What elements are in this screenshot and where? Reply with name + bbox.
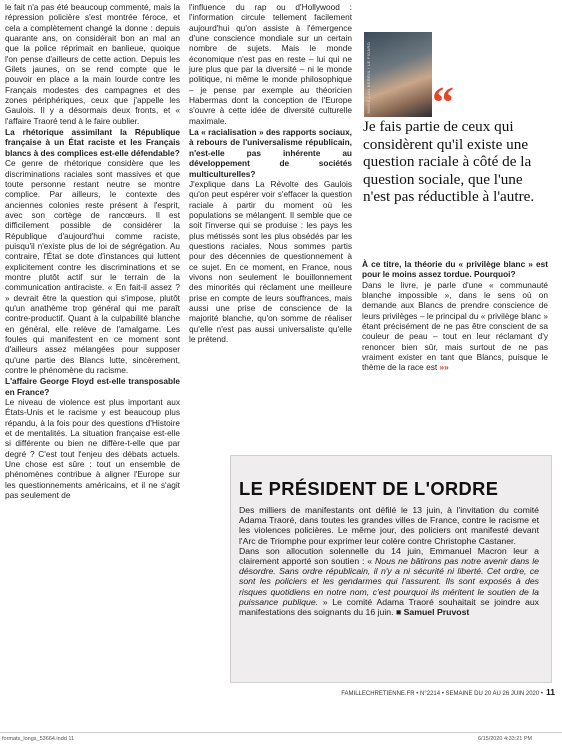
signature-marker-icon: ■ (395, 607, 402, 618)
body-paragraph: J'explique dans La Révolte des Gaulois qu'on peut espérer voir s'effacer la question raciale à partir du moment où les populations se mélangent. Il semble que ce soit l'inverse qui se produise : les pays les plus métissés sont les plus obsédés par les questions raciales. Nous sommes partis pour des décennies de questionnement à ce sujet. En ce moment, en France, nous vivons non seulement le bouillonnement des minorités qui réclament une meilleure prise en compte de leurs souffrances, mais aussi une prise de conscience de la majorité blanche, qu'on somme de réaliser qu'elle n'est pas aussi universaliste qu'elle le prétend. (189, 178, 352, 344)
signature: Samuel Pruvost (403, 607, 470, 618)
middle-column (189, 2, 352, 344)
sidebar-text-span: Dans son allocution solennelle du 14 juin, Emmanuel Macron leur a clairement apporté son soutien : « (239, 545, 539, 567)
interview-question: À ce titre, la théorie du « privilège blanc » est pour le moins assez tordue. Pourquoi? (362, 259, 548, 280)
quote-mark-icon: “ (432, 78, 454, 127)
body-paragraph: l'influence du rap ou d'Hollywood : l'information circule tellement facilement aujourd'hui qu'on assiste à l'émergence d'une conscience mondiale sur un certain nombre de sujets. Mais le monde économique n'est pas en reste – lui qui ne jure plus que par la diversité – ni le monde politique, ni même le monde philosophique – je pense par exemple au théoricien Habermas dont la conception de l'Europe s'ouvre à cette idée de diversité culturelle maximale. (189, 2, 352, 126)
sidebar-text (239, 505, 539, 617)
footer-text: FAMILLECHRETIENNE.FR • N°2214 • SEMAINE DU 20 AU 26 JUIN 2020 • (341, 691, 543, 697)
sidebar-paragraph (239, 546, 539, 617)
left-column (5, 2, 180, 501)
photo-credit: MARIE-LOU BERRIN / LE FIGARO (366, 42, 371, 114)
sidebar-title: LE PRÉSIDENT DE L'ORDRE (239, 478, 499, 499)
interview-question: L'affaire George Floyd est-elle transposable en France? (5, 376, 180, 397)
page-number: 11 (546, 687, 555, 697)
page-footer (330, 687, 555, 697)
divider (0, 732, 562, 733)
continue-marker: »» (439, 362, 449, 373)
body-paragraph: Ce genre de rhétorique considère que les discriminations raciales sont massives et que toute personne restant neutre se montre complice. Par ailleurs, le contexte des anciennes colonies reste présent à l'esprit, avec son cortège de rancœurs. Il est difficilement possible de considérer la République d'aujourd'hui comme raciste, puisqu'il n'existe plus de loi de ségrégation. Au contraire, l'État se dote d'instances qui luttent explicitement contre les discriminations et se montre plutôt actif sur le terrain de la communication antiraciste. « En fait-il assez ? » devrait être la question qui s'impose, plutôt qu'un anathème trop général qui me paraît contre-productif. Quant à la culpabilité blanche en général, elle relève de l'amalgame. Les foules qui manifestent en ce moment sont d'ailleurs assez mélangées pour supposer qu'une partie des Blancs lutte, sincèrement, contre le phénomène du racisme. (5, 158, 180, 376)
interview-question: La rhétorique assimilant la République française à un État raciste et les Français blancs à des complices est-elle défendable? (5, 127, 180, 158)
pull-quote: Je fais partie de ceux qui considèrent qu'il existe une question raciale à côté de la question sociale, que l'une n'est pas réductible à l'autre. (363, 118, 535, 205)
body-text: Dans le livre, je parle d'une « communauté blanche impossible », dans le sens où on demande aux Blancs de prendre conscience de leurs privilèges – le principal du « privilège blanc » étant précisément de ne pas être conscient de sa couleur de peau – tout en leur réclamant d'y renoncer bien sûr, mais surtout de ne pas vraiment exister en tant que Blancs, puisque le thème de la race est (362, 279, 548, 373)
right-column (362, 258, 548, 373)
sidebar-text-span: » Le comité Adama Traoré souhaitait se joindre aux manifestations des soignants du 16 juin. (239, 596, 540, 618)
body-paragraph (362, 280, 548, 373)
body-paragraph: Le niveau de violence est plus important aux États-Unis et le racisme y est beaucoup plus répandu, à la fois pour des questions d'Histoire et de mentalités. La situation française est-elle si différente ou bien ne diffère-t-elle que par degré ? C'est tout l'enjeu des débats actuels. Une chose est sûre : tout un ensemble de phénomènes contribue à aligner l'Europe sur les questionnements américains, et il ne s'agit pas seulement de (5, 397, 180, 501)
macron-quote: Nous ne bâtirons pas notre avenir dans le désordre. Sans ordre républicain, il n'y a ni sécurité ni liberté. Cet ordre, ce sont les policiers et les gendarmes qui l'assurent. Ils sont exposés à des risques quotidiens en notre nom, c'est pourquoi ils méritent le soutien de la puissance publique. (239, 556, 539, 607)
interview-question: La « racialisation » des rapports sociaux, à rebours de l'universalisme républicain, n'est-elle pas inhérente au développement de sociétés multiculturelles? (189, 127, 352, 179)
print-slug: formats_longs_53664.indd 11 (2, 736, 75, 742)
author-portrait (364, 32, 432, 117)
print-timestamp: 6/15/2020 4:33:21 PM (478, 736, 533, 742)
body-paragraph: le fait n'a pas été beaucoup commenté, mais la répression policière s'est montrée féroce, et cela a complètement changé la donne : depuis quarante ans, on considérait bon an mal an que la police réprimait en banlieue, quoique l'on pense d'ailleurs de cette action. Depuis les Gilets jaunes, on se rend compte que le pouvoir en place a la main lourde contre les Français modestes des campagnes et des zones périphériques, ceux que j'appelle les Gaulois. Il y a désormais deux fronts, et « l'affaire Traoré tend à le faire oublier. (5, 2, 180, 126)
sidebar-paragraph: Des milliers de manifestants ont défilé le 13 juin, à l'invitation du comité Adama Traoré, dans toutes les grandes villes de France, contre le racisme et les violences policières. Le même jour, des policiers ont manifesté devant l'Arc de Triomphe pour exprimer leur colère contre Christophe Castaner. (239, 505, 539, 546)
